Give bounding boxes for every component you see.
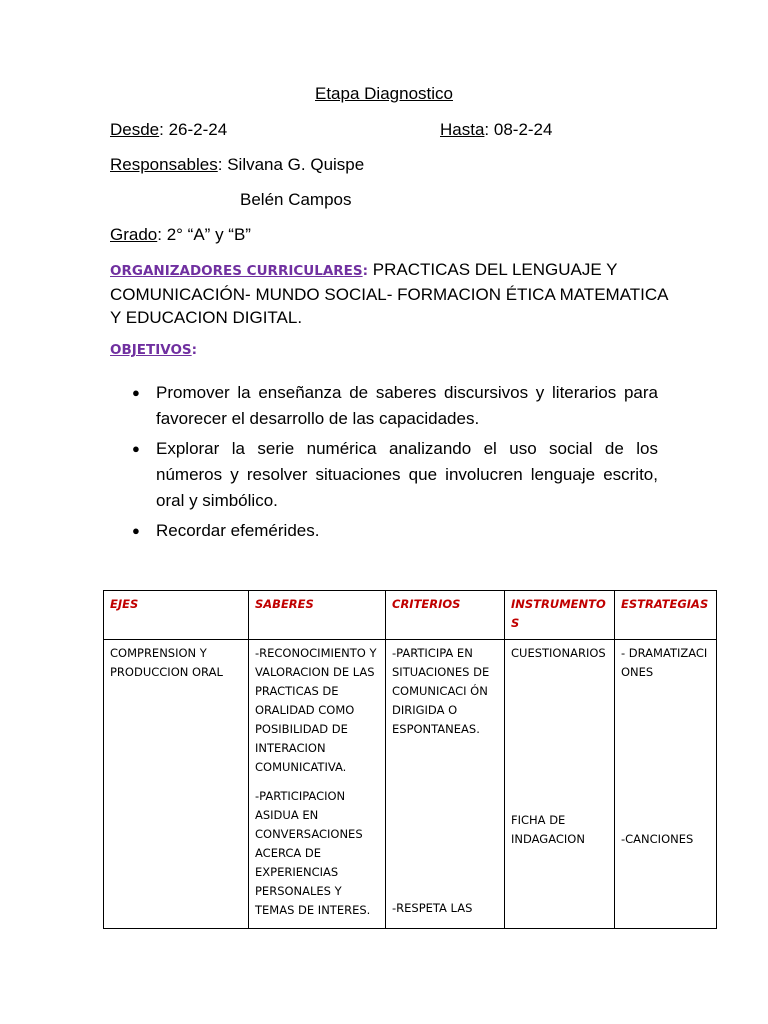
header-saberes: SABERES [249,591,386,640]
desde-label: Desde [110,120,160,139]
desde-line: Desde: 26-2-24 [110,120,228,139]
table-row [104,640,717,929]
grado-value: 2° “A” y “B” [166,225,251,244]
bullet-icon: ● [132,523,140,538]
cell-ejes: COMPRENSION Y PRODUCCION ORAL [104,640,249,929]
hasta-line: Hasta: 08-2-24 [440,120,553,139]
desde-value: 26-2-24 [168,120,228,139]
organizadores-section: ORGANIZADORES CURRICULARES: PRACTICAS DEL LENGUAJE Y COMUNICACIÓN- MUNDO SOCIAL- FORMACION ÉTICA MATEMATICA Y EDUCACION DIGITAL. [110,260,668,327]
organizadores-text: PRACTICAS DEL LENGUAJE Y COMUNICACIÓN- MUNDO SOCIAL- FORMACION ÉTICA MATEMATICA Y EDUCACION DIGITAL. [110,260,668,327]
organizadores-label: ORGANIZADORES CURRICULARES [110,263,363,279]
header-instrumentos: INSTRUMENTO S [505,591,615,640]
hasta-label: Hasta [440,120,485,139]
objetivos-label: OBJETIVOS [110,342,192,358]
objetivo-item: ● Recordar efemérides. [130,518,658,544]
objetivos-heading: OBJETIVOS: [110,342,198,358]
objetivos-list [130,380,658,548]
cell-estrategias: - DRAMATIZACI ONES -CANCIONES [615,640,717,929]
responsable-2: Belén Campos [240,190,352,209]
responsables-line: Responsables: Silvana G. Quispe [110,155,365,174]
responsable-1: Silvana G. Quispe [227,155,365,174]
cell-criterios: -PARTICIPA EN SITUACIONES DE COMUNICACI ÓN DIRIGIDA O ESPONTANEAS. -RESPETA LAS [386,640,505,929]
bullet-icon: ● [132,385,140,400]
hasta-value: 08-2-24 [493,120,553,139]
objetivo-item: ● Promover la enseñanza de saberes discursivos y literarios para favorecer el desarrollo de las capacidades. [130,380,658,432]
header-criterios: CRITERIOS [386,591,505,640]
header-ejes: EJES [104,591,249,640]
responsables-label: Responsables [110,155,218,174]
table-header-row [104,591,717,640]
grado-label: Grado [110,225,158,244]
cell-instrumentos: CUESTIONARIOS FICHA DE INDAGACION [505,640,615,929]
cell-saberes: -RECONOCIMIENTO Y VALORACION DE LAS PRACTICAS DE ORALIDAD COMO POSIBILIDAD DE INTERACION COMUNICATIVA. -PARTICIPACION ASIDUA EN CONVERSACIONES ACERCA DE EXPERIENCIAS PERSONALES Y TEMAS DE INTERES. [249,640,386,929]
bullet-icon: ● [132,441,140,456]
planning-table [103,590,717,929]
header-estrategias: ESTRATEGIAS [615,591,717,640]
objetivo-item: ● Explorar la serie numérica analizando el uso social de los números y resolver situaciones que involucren lenguaje escrito, oral y simbólico. [130,436,658,514]
grado-line: Grado: 2° “A” y “B” [110,225,251,244]
page-title: Etapa Diagnostico [315,84,453,103]
